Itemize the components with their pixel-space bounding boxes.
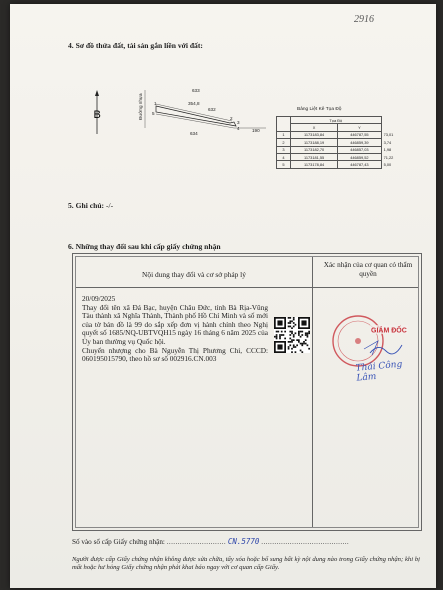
section-5-value: -/- (105, 201, 114, 210)
dim-label: 632 (208, 107, 216, 112)
land-plot-diagram (80, 82, 275, 152)
table-row: 1 1173183,84 446787,55 73,01 (277, 131, 409, 138)
section-5-title: 5. Ghi chú: (68, 201, 105, 210)
dim-label: 354,8 (188, 101, 200, 106)
coord-header-top: Tọa Độ (291, 117, 382, 124)
stamp-title: GIÁM ĐỐC (371, 327, 407, 335)
changes-table (72, 253, 422, 531)
coord-col-header: X (291, 124, 338, 131)
table-row: 2 1173188,19 446859,39 3,74 (277, 139, 409, 146)
handwritten-number: 2916 (354, 14, 374, 25)
changes-col1-header: Nội dung thay đổi và cơ sở pháp lý (142, 270, 246, 279)
footer-note: Người được cấp Giấy chứng nhận không được sửa chữa, tẩy xóa hoặc bổ sung bất kỳ nội dung nào trong Giấy chứng nhận; khi bị mất hoặc hư hỏng Giấy chứng nhận phải khai báo ngay với cơ quan cấp Giấy. (72, 556, 420, 572)
dim-label: 633 (192, 88, 200, 93)
coordinate-table-title: Bảng Liệt Kê Tọa Độ (297, 107, 342, 112)
section-6-title: 6. Những thay đổi sau khi cấp giấy chứng nhận (68, 242, 221, 251)
section-5-notes (68, 201, 113, 210)
north-marker: B (93, 109, 101, 121)
change-entry (82, 295, 268, 364)
section-4-title: 4. Sơ đồ thửa đất, tài sản gắn liền với đất: (68, 41, 203, 50)
change-date: 20/09/2025 (82, 294, 116, 303)
road-label: Đường nhựa (138, 93, 143, 120)
vertex-label: 3 (237, 120, 240, 125)
certificate-page (10, 4, 436, 588)
signer-name: Thái Công Lâm (355, 359, 403, 384)
dim-label: 634 (190, 131, 198, 136)
north-arrow (94, 90, 101, 134)
certificate-number-label: Số vào sổ cấp Giấy chứng nhận: (72, 538, 165, 546)
certificate-number: CN.5770 (227, 537, 260, 546)
vertex-label: 5 (152, 111, 155, 116)
vertex-label: 1 (154, 101, 157, 106)
change-paragraph-1: Thay đổi tên xã Đá Bạc, huyện Châu Đức, tỉnh Bà Rịa-Vũng Tàu thành xã Nghĩa Thành, Thành phố Hồ Chí Minh và số mới của tờ bản đồ là 99 do sắp xếp đơn vị hành chính theo Nghị quyết số 1685/NQ-UBTVQH15 ngày 16 tháng 6 năm 2025 của Ủy ban thường vụ Quốc hội. (82, 302, 268, 346)
vertex-label: 2 (230, 116, 233, 121)
table-row: 4 1173181,55 446859,52 71,22 (277, 153, 409, 160)
coord-col-header: Y (338, 124, 381, 131)
coordinate-table (276, 116, 408, 169)
dim-label: 190 (252, 128, 260, 133)
change-paragraph-2: Chuyển nhượng cho Bà Nguyễn Thị Phương Chi, CCCD: 060195015790, theo hồ sơ số 002916.CN.003 (82, 345, 268, 364)
vertex-label: 4 (237, 126, 240, 131)
table-row: 3 1173182,70 446857,03 1,98 (277, 146, 409, 153)
certificate-number-line: Số vào sổ cấp Giấy chứng nhận: ........................... CN.5770 ........................................ (72, 537, 350, 546)
coord-col-header (277, 117, 291, 132)
changes-col2-header: Xác nhận của cơ quan có thẩm quyền (323, 261, 413, 278)
qr-code (274, 317, 310, 353)
table-row: 5 1173178,84 446787,43 5,00 (277, 161, 409, 168)
